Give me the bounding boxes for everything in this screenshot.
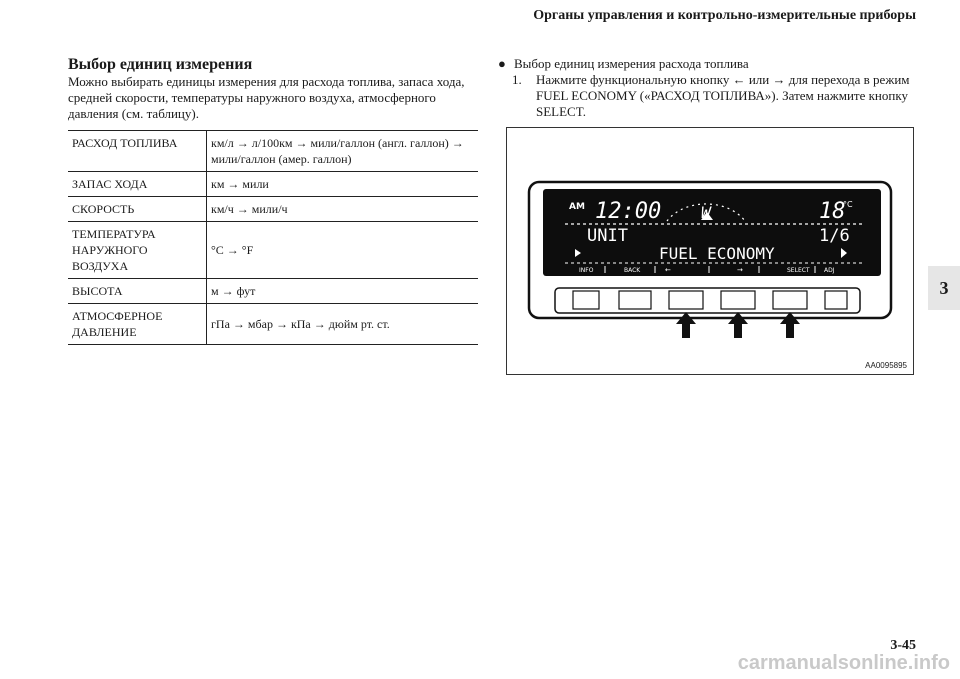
param-cell: ЗАПАС ХОДА [68,172,207,197]
units-cell: км/ч → мили/ч [207,197,479,222]
button-info[interactable] [573,291,599,309]
softkey-label-select: SELECT [787,267,810,274]
param-cell: СКОРОСТЬ [68,197,207,222]
bullet-text: Выбор единиц измерения расхода топлива [514,56,749,71]
table-row [68,172,478,197]
param-cell: ВЫСОТА [68,279,207,304]
units-cell: м → фут [207,279,479,304]
button-right[interactable] [721,291,755,309]
step-text: Нажмите функциональную кнопку ← или → для перехода в режим FUEL ECONOMY («РАСХОД ТОПЛИВА»). Затем нажмите кнопку SELECT. [536,72,910,119]
figure-code: AA0095895 [865,361,907,370]
units-cell: °C → °F [207,222,479,279]
chapter-tab: 3 [928,266,960,310]
am-indicator: AM [569,202,585,212]
units-table [68,130,478,345]
display-figure [506,127,914,375]
button-select[interactable] [773,291,807,309]
menu-line-fuel-economy: FUEL ECONOMY [659,244,775,263]
running-header: Органы управления и контрольно-измерительные приборы [533,8,916,23]
table-row [68,304,478,345]
section-title: Выбор единиц измерения [68,56,253,73]
table-row [68,131,478,172]
clock-readout: 12:00 [595,199,662,224]
softkey-label-adj: ADJ [824,267,835,274]
param-cell: АТМОСФЕРНОЕ ДАВЛЕНИЕ [68,304,207,345]
watermark: carmanualsonline.info [737,652,950,674]
button-adj[interactable] [825,291,847,309]
softkey-label-left: ← [665,266,671,274]
table-row [68,197,478,222]
temperature-readout: 18 [819,199,846,224]
units-cell: гПа → мбар → кПа → дюйм рт. ст. [207,304,479,345]
temperature-unit: °C [843,200,853,209]
units-cell: км/л → л/100км → мили/галлон (англ. галлон) → мили/галлон (амер. галлон) [207,131,479,172]
instructions [498,56,918,120]
intro-paragraph: Можно выбирать единицы измерения для расхода топлива, запаса хода, средней скорости, температуры наружного воздуха, атмосферного давления (см. таблицу). [68,74,465,121]
softkey-label-right: → [737,266,743,274]
button-back[interactable] [619,291,651,309]
table-row [68,222,478,279]
softkey-label-back: BACK [624,267,641,274]
softkey-label-info: INFO [579,267,594,274]
compass-direction: W [701,203,711,222]
menu-line-unit: UNIT [587,226,628,246]
bullet-item [498,56,918,72]
page-number: 3-45 [890,638,916,653]
step-number: 1. [512,72,522,87]
param-cell: ТЕМПЕРАТУРА НАРУЖНОГО ВОЗДУХА [68,222,207,279]
table-row [68,279,478,304]
step-item [498,72,918,120]
param-cell: РАСХОД ТОПЛИВА [68,131,207,172]
button-left[interactable] [669,291,703,309]
menu-page-indicator: 1/6 [819,226,850,246]
bullet-icon: ● [498,56,506,71]
display-panel-illustration [507,128,913,374]
units-cell: км → мили [207,172,479,197]
